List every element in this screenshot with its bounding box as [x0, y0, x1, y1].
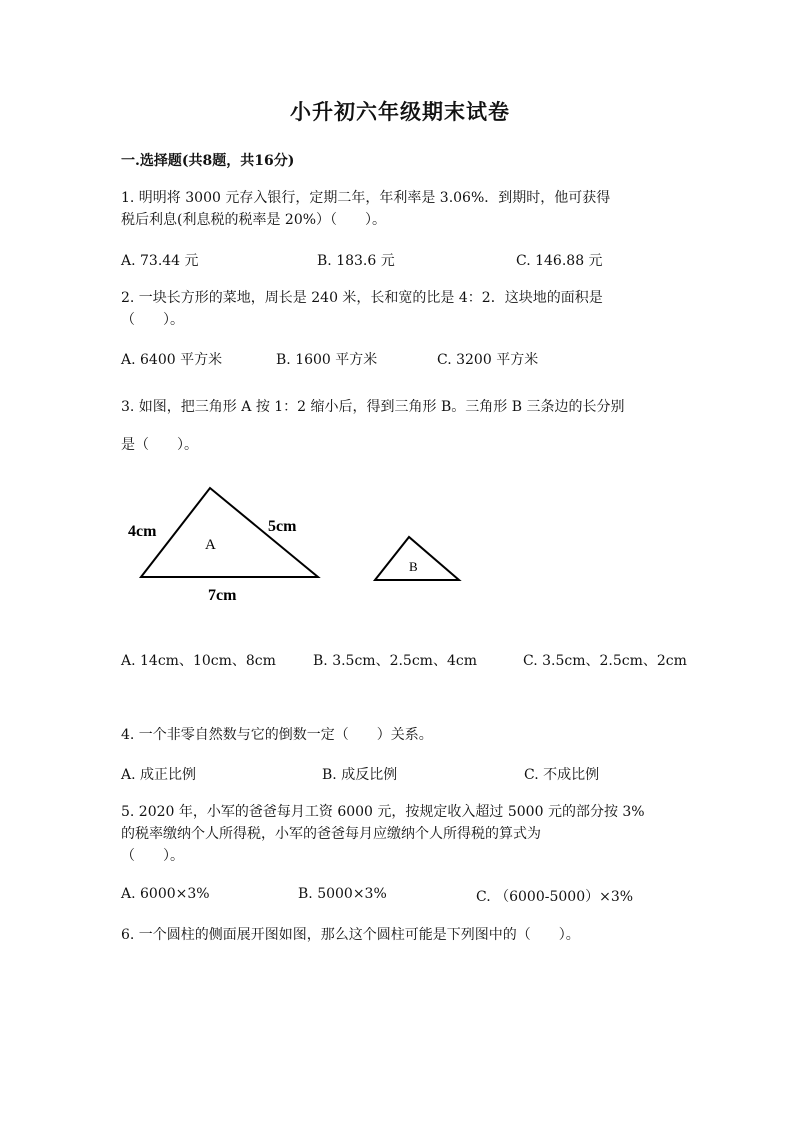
- question-1-line-2: 税后利息(利息税的税率是 20%）（ ）。: [121, 212, 387, 228]
- question-2-line-2: （ ）。: [121, 312, 184, 328]
- question-1-option-b[interactable]: B. 183.6 元: [317, 253, 395, 269]
- page-title: 小升初六年级期末试卷: [290, 99, 510, 124]
- question-1-line-1: 1. 明明将 3000 元存入银行，定期二年，年利率是 3.06%．到期时，他可获得: [121, 190, 611, 206]
- question-5: [121, 801, 645, 867]
- question-3-option-a[interactable]: A. 14cm、10cm、8cm: [121, 653, 276, 669]
- question-3-option-c[interactable]: C. 3.5cm、2.5cm、2cm: [523, 653, 687, 669]
- bottom-side-label: 7cm: [208, 587, 237, 604]
- question-3-line-1: 3. 如图，把三角形 A 按 1：2 缩小后，得到三角形 B。三角形 B 三条边的长分别: [121, 399, 625, 415]
- question-3: [121, 388, 624, 464]
- question-5-option-c[interactable]: C. （6000-5000）×3%: [476, 889, 634, 905]
- question-6: [121, 924, 580, 946]
- triangle-b-label: B: [409, 559, 418, 574]
- question-3-line-2: 是（ ）。: [121, 437, 198, 453]
- triangle-a-label: A: [205, 537, 216, 553]
- question-5-option-a[interactable]: A. 6000×3%: [121, 886, 210, 902]
- question-5-line-3: （ ）。: [121, 848, 184, 864]
- question-5-line-2: 的税率缴纳个人所得税，小军的爸爸每月应缴纳个人所得税的算式为: [121, 826, 541, 842]
- question-3-option-b[interactable]: B. 3.5cm、2.5cm、4cm: [313, 653, 477, 669]
- question-2-option-c[interactable]: C. 3200 平方米: [437, 352, 539, 368]
- question-5-line-1: 5. 2020 年，小军的爸爸每月工资 6000 元，按规定收入超过 5000 元的部分按 3%: [121, 804, 645, 820]
- question-1: [121, 187, 610, 231]
- question-5-option-b[interactable]: B. 5000×3%: [298, 886, 387, 902]
- question-2-option-a[interactable]: A. 6400 平方米: [121, 352, 223, 368]
- question-2: [121, 287, 603, 331]
- question-4-line-1: 4. 一个非零自然数与它的倒数一定（ ）关系。: [121, 727, 433, 743]
- question-1-option-a[interactable]: A. 73.44 元: [121, 253, 199, 269]
- question-2-line-1: 2. 一块长方形的菜地，周长是 240 米，长和宽的比是 4：2．这块地的面积是: [121, 290, 603, 306]
- left-side-label: 4cm: [128, 523, 157, 540]
- question-2-option-b[interactable]: B. 1600 平方米: [276, 352, 378, 368]
- question-4-option-b[interactable]: B. 成反比例: [322, 767, 398, 783]
- question-4-option-c[interactable]: C. 不成比例: [524, 767, 600, 783]
- section-heading: 一.选择题(共8题，共16分): [121, 153, 295, 169]
- question-1-option-c[interactable]: C. 146.88 元: [516, 253, 603, 269]
- right-side-label: 5cm: [268, 518, 297, 535]
- question-4-option-a[interactable]: A. 成正比例: [121, 767, 197, 783]
- triangle-figure: [0, 470, 800, 620]
- question-4: [121, 724, 433, 746]
- question-6-line-1: 6. 一个圆柱的侧面展开图如图，那么这个圆柱可能是下列图中的（ ）。: [121, 927, 580, 943]
